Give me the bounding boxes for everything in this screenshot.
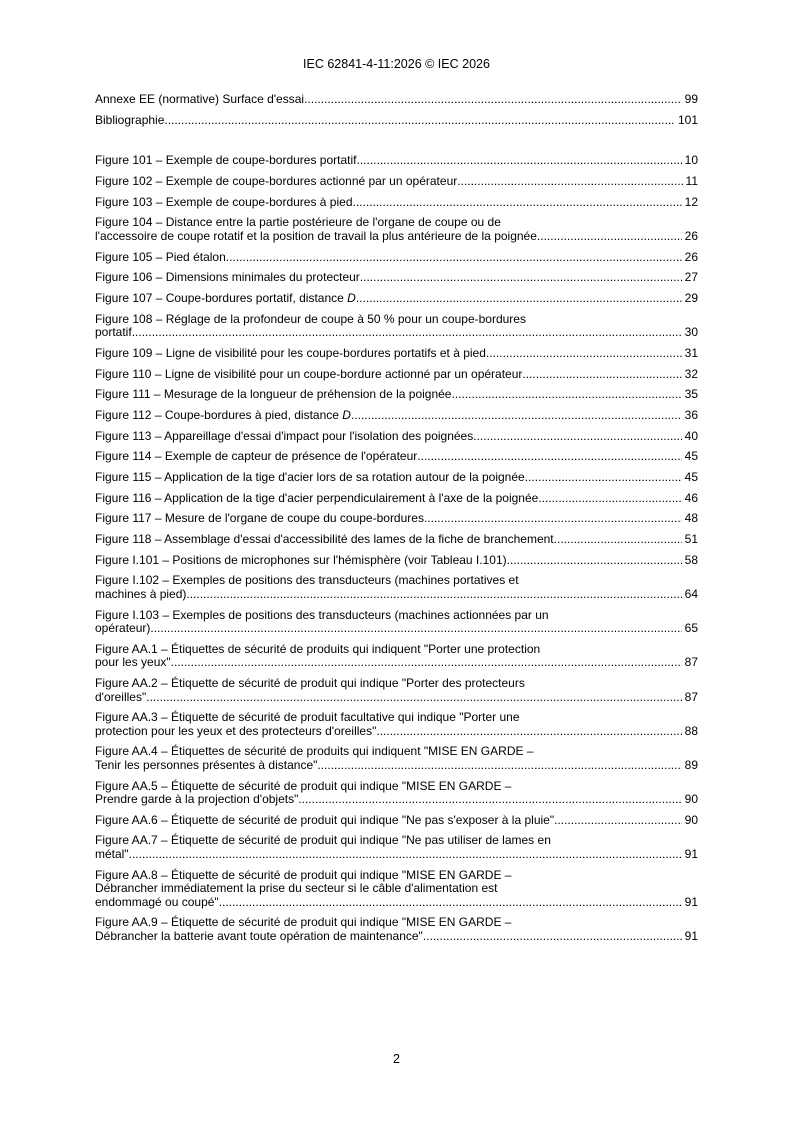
toc-entry-line-words: métal" [95, 846, 129, 861]
toc-entry-line-words: Figure 113 – Appareillage d'essai d'impact pour l'isolation des poignées [95, 428, 474, 443]
toc-entry-line-words: Tenir les personnes présentes à distance" [95, 757, 318, 772]
toc-entry-line [95, 622, 682, 636]
toc-entry[interactable] [95, 533, 698, 547]
toc-entry-line-text [95, 492, 538, 506]
toc-entry-page: 91 [684, 928, 698, 943]
toc-entry-title [95, 216, 682, 243]
toc-entry-line [95, 347, 682, 361]
toc-entry-line-words: Figure 114 – Exemple de capteur de présence de l'opérateur [95, 449, 418, 464]
toc-entry-line-text [95, 471, 525, 485]
toc-entry-line [95, 793, 682, 807]
toc-entry-title [95, 175, 683, 189]
toc-entry-line: Figure AA.4 – Étiquettes de sécurité de produits qui indiquent "MISE EN GARDE – [95, 744, 534, 759]
toc-entry-symbol: D [347, 291, 356, 305]
toc-entry-line-text [95, 450, 417, 464]
toc-entry-page: 87 [684, 655, 698, 670]
toc-entry-line-text [95, 271, 360, 285]
toc-entry-page: 88 [684, 723, 698, 738]
toc-entry[interactable] [95, 251, 698, 265]
page-number: 2 [393, 1052, 400, 1066]
toc-entry-page: 27 [684, 270, 698, 285]
dot-leader [226, 251, 682, 265]
toc-entry[interactable] [95, 574, 698, 601]
dot-leader [473, 430, 681, 444]
toc-entry-page: 26 [684, 249, 698, 264]
dot-leader [525, 471, 682, 485]
toc-entry-line-text [95, 114, 164, 128]
toc-entry-title [95, 533, 682, 547]
toc-entry[interactable] [95, 554, 698, 568]
dot-leader [164, 114, 675, 128]
toc-entry-title [95, 814, 682, 828]
dot-leader [357, 154, 682, 168]
dot-leader [150, 622, 681, 636]
dot-leader [353, 196, 682, 210]
toc-entry-line [95, 292, 682, 306]
toc-entry[interactable] [95, 492, 698, 506]
toc-entry-line [95, 230, 682, 244]
toc-entry[interactable] [95, 93, 698, 107]
toc-entry-line-words: Figure I.101 – Positions de microphones sur l'hémisphère (voir Tableau I.101) [95, 552, 507, 567]
table-of-contents [95, 93, 698, 951]
toc-entry[interactable] [95, 643, 698, 670]
toc-entry-line-words: Débrancher la batterie avant toute opération de maintenance" [95, 928, 423, 943]
dot-leader [351, 409, 682, 423]
toc-entry-title [95, 745, 682, 772]
toc-entry-line [95, 848, 682, 862]
toc-entry-title [95, 347, 682, 361]
toc-entry-page: 58 [684, 552, 698, 567]
toc-entry-title [95, 196, 682, 210]
toc-entry-line [95, 759, 682, 773]
toc-entry-page: 26 [684, 228, 698, 243]
toc-entry-title [95, 313, 682, 340]
toc-entry-line-text [95, 251, 226, 265]
toc-entry-line [95, 492, 682, 506]
toc-entry-line [95, 471, 682, 485]
toc-entry-line-words: pour les yeux" [95, 655, 171, 670]
toc-entry[interactable] [95, 292, 698, 306]
toc-entry[interactable] [95, 216, 698, 243]
toc-entry-line-words: Figure 103 – Exemple de coupe-bordures à pied [95, 194, 353, 209]
toc-entry-page: 65 [684, 621, 698, 636]
toc-entry-page: 10 [684, 153, 698, 168]
toc-entry-line: Débrancher immédiatement la prise du secteur si le câble d'alimentation est [95, 881, 498, 896]
toc-entry-title [95, 450, 682, 464]
toc-entry-line-text [95, 230, 537, 244]
toc-entry-line-words: Figure 102 – Exemple de coupe-bordures actionné par un opérateur [95, 174, 458, 189]
toc-entry-line-words: Figure 112 – Coupe-bordures à pied, distance [95, 407, 343, 422]
toc-entry-page: 90 [684, 812, 698, 827]
dot-leader [304, 93, 682, 107]
dot-leader [423, 930, 682, 944]
toc-entry-page: 45 [684, 449, 698, 464]
toc-entry[interactable] [95, 869, 698, 910]
toc-entry-line-words: Figure 101 – Exemple de coupe-bordures portatif [95, 153, 357, 168]
toc-entry-line [95, 691, 682, 705]
toc-entry-line-text [95, 326, 132, 340]
toc-entry-line: Figure AA.1 – Étiquettes de sécurité de produits qui indiquent "Porter une protection [95, 641, 541, 656]
toc-entry-line: Figure 108 – Réglage de la profondeur de coupe à 50 % pour un coupe-bordures [95, 311, 526, 326]
toc-entry-line: Figure AA.3 – Étiquette de sécurité de produit facultative qui indique "Porter une [95, 710, 520, 725]
toc-entry-line [95, 175, 683, 189]
toc-entry-title [95, 780, 682, 807]
toc-entry-line-text [95, 388, 451, 402]
toc-entry-line-words: machines à pied) [95, 586, 187, 601]
toc-entry[interactable] [95, 814, 698, 828]
toc-entry-line: Figure 104 – Distance entre la partie postérieure de l'organe de coupe ou de [95, 215, 501, 230]
toc-entry-line [95, 512, 682, 526]
toc-entry-line [95, 896, 682, 910]
dot-leader [537, 230, 682, 244]
toc-entry-line [95, 154, 682, 168]
toc-entry-title [95, 643, 682, 670]
dot-leader [451, 388, 681, 402]
toc-entry-line [95, 409, 682, 423]
figure-list [95, 154, 698, 943]
toc-entry-symbol: D [342, 407, 351, 422]
toc-entry-page: 91 [684, 846, 698, 861]
dot-leader [554, 814, 682, 828]
toc-entry-line-text [95, 691, 146, 705]
toc-entry-title [95, 492, 682, 506]
toc-entry-page: 40 [684, 428, 698, 443]
dot-leader [132, 326, 682, 340]
toc-entry[interactable] [95, 834, 698, 861]
toc-entry-line: Figure AA.2 – Étiquette de sécurité de produit qui indique "Porter des protecteurs [95, 676, 525, 690]
toc-entry-line-words: endommagé ou coupé" [95, 894, 219, 909]
toc-entry-line: Figure AA.7 – Étiquette de sécurité de produit qui indique "Ne pas utiliser de lames en [95, 833, 551, 848]
toc-entry-title [95, 430, 682, 444]
page-header: IEC 62841-4-11:2026 © IEC 2026 [303, 57, 490, 71]
toc-entry-line-words: Annexe EE (normative) Surface d'essai [95, 92, 305, 106]
toc-entry-line [95, 533, 682, 547]
toc-entry-line-words: protection pour les yeux et des protecteurs d'oreilles" [95, 723, 377, 738]
toc-entry-line-words: Figure 111 – Mesurage de la longueur de préhension de la poignée [95, 387, 452, 402]
toc-entry-title [95, 471, 682, 485]
toc-entry-title [95, 869, 682, 910]
toc-entry-page: 29 [684, 291, 698, 305]
toc-entry-line [95, 368, 682, 382]
toc-entry-title [95, 154, 682, 168]
toc-entry-title [95, 409, 682, 423]
toc-entry-line [95, 725, 682, 739]
toc-entry-line-words: Figure 106 – Dimensions minimales du protecteur [95, 270, 360, 285]
toc-entry-line-text [95, 430, 473, 444]
toc-entry-line [95, 814, 682, 828]
toc-entry[interactable] [95, 175, 698, 189]
toc-entry-line-words: Prendre garde à la projection d'objets" [95, 792, 299, 807]
toc-entry-title [95, 251, 682, 265]
toc-entry-title [95, 114, 675, 128]
toc-entry-line-text [95, 368, 522, 382]
dot-leader [219, 896, 682, 910]
dot-leader [522, 368, 681, 382]
dot-leader [554, 533, 682, 547]
dot-leader [376, 725, 681, 739]
toc-entry-line: Figure AA.5 – Étiquette de sécurité de produit qui indique "MISE EN GARDE – [95, 778, 512, 793]
toc-entry[interactable] [95, 745, 698, 772]
toc-entry-line-words: Figure 115 – Application de la tige d'acier lors de sa rotation autour de la poignée [95, 470, 525, 484]
toc-entry[interactable] [95, 780, 698, 807]
toc-entry-line [95, 271, 682, 285]
toc-entry-title [95, 554, 682, 568]
toc-entry-line-words: opérateur) [95, 621, 151, 636]
toc-entry-line-text [95, 347, 486, 361]
toc-entry-line-text [95, 725, 376, 739]
section-spacer [95, 134, 698, 154]
toc-entry-page: 101 [677, 112, 698, 127]
toc-entry[interactable] [95, 313, 698, 340]
toc-entry-page: 46 [684, 490, 698, 505]
toc-entry[interactable] [95, 271, 698, 285]
toc-entry-line-text [95, 896, 219, 910]
toc-entry-page: 99 [684, 92, 698, 106]
toc-entry-title [95, 93, 682, 107]
toc-entry[interactable] [95, 471, 698, 485]
toc-entry-line-words: Figure 116 – Application de la tige d'acier perpendiculairement à l'axe de la poignée [95, 490, 539, 505]
toc-entry-line [95, 588, 682, 602]
toc-entry-page: 91 [684, 894, 698, 909]
toc-entry-line-text [95, 759, 317, 773]
dot-leader [356, 292, 682, 306]
toc-entry-line [95, 930, 682, 944]
toc-entry-page: 64 [684, 586, 698, 601]
toc-entry-line [95, 388, 682, 402]
toc-entry-page: 35 [684, 387, 698, 402]
toc-entry-page: 12 [684, 194, 698, 209]
toc-entry-line: Figure AA.8 – Étiquette de sécurité de produit qui indique "MISE EN GARDE – [95, 867, 512, 882]
toc-entry-title [95, 271, 682, 285]
dot-leader [360, 271, 682, 285]
toc-entry-line [95, 656, 682, 670]
toc-entry-line-words: l'accessoire de coupe rotatif et la position de travail la plus antérieure de la poignée [95, 228, 537, 243]
toc-entry-line [95, 326, 682, 340]
toc-entry[interactable] [95, 388, 698, 402]
toc-entry-line-text [95, 814, 554, 828]
toc-entry-title [95, 512, 682, 526]
toc-entry-line-text [95, 409, 351, 423]
toc-entry-title [95, 609, 682, 636]
toc-entry[interactable] [95, 450, 698, 464]
toc-entry-page: 87 [684, 689, 698, 704]
dot-leader [538, 492, 681, 506]
toc-entry-line-text [95, 196, 353, 210]
toc-entry-line-text [95, 793, 298, 807]
toc-entry-title [95, 916, 682, 943]
toc-entry-line-text [95, 930, 423, 944]
toc-entry-line-text [95, 154, 357, 168]
toc-entry-line-words: Figure 117 – Mesure de l'organe de coupe du coupe-bordures [95, 511, 424, 526]
toc-entry[interactable] [95, 609, 698, 636]
toc-entry-line-words: Figure 109 – Ligne de visibilité pour les coupe-bordures portatifs et à pied [95, 345, 486, 360]
toc-entry-page: 36 [684, 407, 698, 422]
toc-entry-page: 48 [684, 511, 698, 526]
toc-entry-line-words: portatif [95, 325, 132, 340]
dot-leader [317, 759, 681, 773]
toc-entry-line-words: d'oreilles" [95, 689, 147, 704]
toc-entry-line-words: Figure 118 – Assemblage d'essai d'accessibilité des lames de la fiche de branchement [95, 532, 554, 547]
toc-entry-line: Figure I.103 – Exemples de positions des transducteurs (machines actionnées par un [95, 607, 549, 622]
toc-entry-page: 31 [684, 345, 698, 360]
dot-leader [507, 554, 682, 568]
toc-entry-title [95, 292, 682, 306]
toc-entry-line [95, 251, 682, 265]
toc-entry[interactable] [95, 114, 698, 128]
dot-leader [417, 450, 681, 464]
toc-entry-line-words: Figure 110 – Ligne de visibilité pour un coupe-bordure actionné par un opérateur [95, 366, 523, 381]
toc-entry-line [95, 93, 682, 107]
toc-entry-line [95, 430, 682, 444]
toc-entry-line [95, 114, 675, 128]
toc-entry[interactable] [95, 512, 698, 526]
dot-leader [129, 848, 682, 862]
toc-entry-line-text [95, 533, 554, 547]
toc-entry-page: 90 [684, 792, 698, 807]
toc-entry[interactable] [95, 368, 698, 382]
toc-entry[interactable] [95, 677, 698, 704]
toc-entry-line [95, 554, 682, 568]
toc-entry-line: Figure I.102 – Exemples de positions des transducteurs (machines portatives et [95, 573, 519, 588]
toc-entry-line-text [95, 93, 304, 107]
toc-entry-title [95, 834, 682, 861]
toc-entry-title [95, 677, 682, 704]
annex-list [95, 93, 698, 127]
toc-entry-line-text [95, 848, 129, 862]
toc-entry[interactable] [95, 430, 698, 444]
toc-entry-line-text [95, 175, 457, 189]
toc-entry-line-words: Figure 107 – Coupe-bordures portatif, distance [95, 291, 348, 305]
toc-entry[interactable] [95, 711, 698, 738]
toc-entry-line [95, 196, 682, 210]
toc-entry[interactable] [95, 916, 698, 943]
toc-entry[interactable] [95, 409, 698, 423]
toc-entry-line [95, 450, 682, 464]
toc-entry-line-text [95, 588, 186, 602]
toc-entry[interactable] [95, 347, 698, 361]
toc-entry-line-text [95, 622, 150, 636]
dot-leader [146, 691, 681, 705]
dot-leader [424, 512, 682, 526]
dot-leader [486, 347, 682, 361]
dot-leader [171, 656, 682, 670]
toc-entry-line-words: Bibliographie [95, 112, 165, 127]
toc-entry[interactable] [95, 196, 698, 210]
toc-entry-page: 32 [684, 366, 698, 381]
toc-entry-line-text [95, 292, 356, 306]
toc-entry-title [95, 574, 682, 601]
toc-entry-page: 45 [684, 470, 698, 484]
toc-entry-line-words: Figure 105 – Pied étalon [95, 249, 226, 264]
toc-entry-line-text [95, 656, 171, 670]
dot-leader [298, 793, 681, 807]
dot-leader [186, 588, 681, 602]
toc-entry-page: 51 [684, 532, 698, 547]
toc-entry-line-text [95, 512, 424, 526]
toc-entry-line: Figure AA.9 – Étiquette de sécurité de produit qui indique "MISE EN GARDE – [95, 915, 512, 930]
toc-entry[interactable] [95, 154, 698, 168]
toc-entry-page: 11 [685, 174, 698, 189]
dot-leader [457, 175, 682, 189]
toc-entry-line-words: Figure AA.6 – Étiquette de sécurité de produit qui indique "Ne pas s'exposer à la pluie" [95, 812, 555, 827]
toc-entry-page: 89 [684, 757, 698, 772]
toc-entry-line-text [95, 554, 507, 568]
toc-entry-title [95, 388, 682, 402]
toc-entry-page: 30 [684, 325, 698, 340]
toc-entry-title [95, 711, 682, 738]
toc-entry-title [95, 368, 682, 382]
